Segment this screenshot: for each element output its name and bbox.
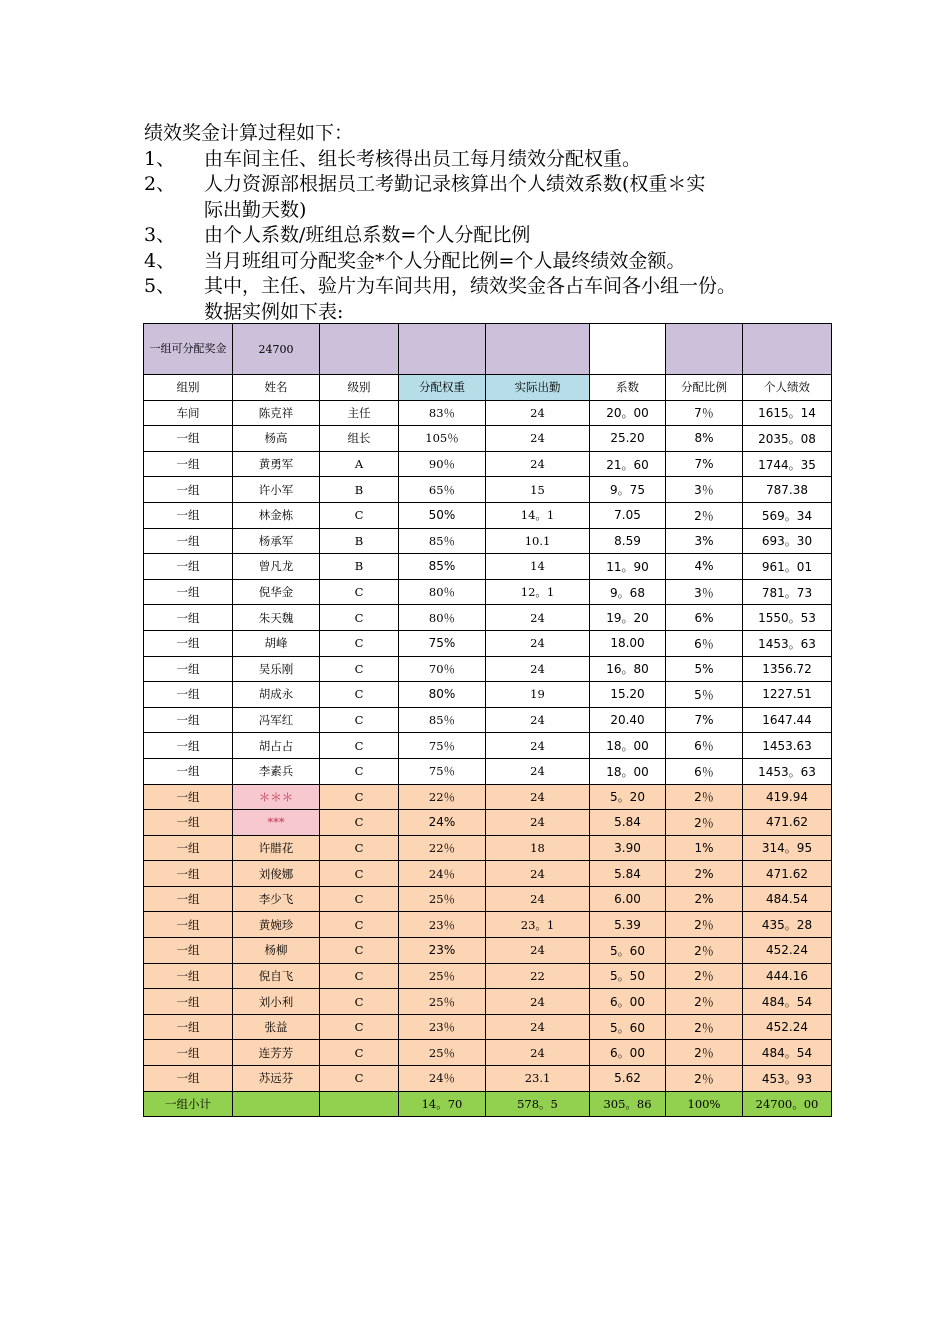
cell-weight: 14。70: [399, 1091, 486, 1117]
cell-group: 一组小计: [144, 1091, 233, 1117]
cell-level: C: [320, 861, 399, 887]
column-header-ratio: 分配比例: [666, 375, 743, 401]
cell-weight: 24％: [399, 1066, 486, 1092]
empty-cell: [743, 324, 832, 375]
table-row: [144, 554, 832, 580]
cell-level: C: [320, 989, 399, 1015]
bonus-table: [143, 323, 832, 1117]
cell-performance: 1356.72: [743, 656, 832, 682]
cell-level: C: [320, 502, 399, 528]
cell-weight: 22％: [399, 835, 486, 861]
cell-group: 一组: [144, 963, 233, 989]
table-row: [144, 579, 832, 605]
cell-name: 杨高: [233, 426, 320, 452]
cell-performance: 484。54: [743, 989, 832, 1015]
cell-coefficient: 18。00: [590, 758, 666, 784]
cell-attendance: 23.1: [486, 1066, 590, 1092]
cell-ratio: 2％: [666, 1014, 743, 1040]
cell-group: 一组: [144, 554, 233, 580]
intro-item-1: [144, 147, 844, 173]
cell-coefficient: 6.00: [590, 886, 666, 912]
cell-performance: 419.94: [743, 784, 832, 810]
cell-performance: 24700。00: [743, 1091, 832, 1117]
cell-ratio: 2%: [666, 886, 743, 912]
cell-level: C: [320, 682, 399, 708]
table-row: [144, 886, 832, 912]
intro-item-3: [144, 223, 844, 249]
intro-title: 绩效奖金计算过程如下：: [144, 122, 354, 144]
cell-coefficient: 305。86: [590, 1091, 666, 1117]
table-row: [144, 426, 832, 452]
table-row: [144, 630, 832, 656]
cell-attendance: 24: [486, 989, 590, 1015]
cell-ratio: 7％: [666, 400, 743, 426]
cell-coefficient: 7.05: [590, 502, 666, 528]
cell-attendance: 10.1: [486, 528, 590, 554]
cell-group: 一组: [144, 528, 233, 554]
cell-coefficient: 8.59: [590, 528, 666, 554]
cell-weight: 83％: [399, 400, 486, 426]
cell-group: 一组: [144, 707, 233, 733]
cell-coefficient: 20.40: [590, 707, 666, 733]
cell-attendance: 24: [486, 886, 590, 912]
table-row: [144, 733, 832, 759]
cell-weight: 80％: [399, 579, 486, 605]
cell-group: 一组: [144, 451, 233, 477]
cell-performance: 1227.51: [743, 682, 832, 708]
cell-coefficient: 9。75: [590, 477, 666, 503]
cell-name: 李少飞: [233, 886, 320, 912]
cell-performance: 1550。53: [743, 605, 832, 631]
cell-name: 许腊花: [233, 835, 320, 861]
cell-group: 一组: [144, 784, 233, 810]
cell-level: C: [320, 1040, 399, 1066]
cell-performance: 2035。08: [743, 426, 832, 452]
cell-coefficient: 5。60: [590, 938, 666, 964]
cell-ratio: 6％: [666, 758, 743, 784]
cell-performance: 1744。35: [743, 451, 832, 477]
cell-group: 一组: [144, 886, 233, 912]
table-row: [144, 605, 832, 631]
total-row: [144, 1091, 832, 1117]
cell-ratio: 6%: [666, 605, 743, 631]
bonus-pool-value: 24700: [233, 324, 320, 375]
item-text: 其中，主任、验片为车间共用，绩效奖金各占车间各小组一份。: [204, 275, 737, 297]
cell-weight: 105％: [399, 426, 486, 452]
table-row: [144, 784, 832, 810]
cell-coefficient: 6。00: [590, 1040, 666, 1066]
cell-coefficient: 5。20: [590, 784, 666, 810]
column-header-group: 组别: [144, 375, 233, 401]
cell-coefficient: 25.20: [590, 426, 666, 452]
table-row: [144, 477, 832, 503]
intro-item-4: [144, 249, 844, 275]
cell-ratio: 2％: [666, 963, 743, 989]
item-number: 4、: [144, 249, 176, 272]
cell-weight: 25％: [399, 886, 486, 912]
cell-ratio: 5%: [666, 656, 743, 682]
cell-group: 一组: [144, 682, 233, 708]
cell-level: A: [320, 451, 399, 477]
cell-performance: 314。95: [743, 835, 832, 861]
cell-name: 黄勇军: [233, 451, 320, 477]
cell-group: 一组: [144, 1014, 233, 1040]
intro-item-5: [144, 274, 844, 300]
cell-ratio: 2％: [666, 1066, 743, 1092]
cell-performance: 1647.44: [743, 707, 832, 733]
table-row: [144, 810, 832, 836]
cell-attendance: 24: [486, 605, 590, 631]
cell-level: B: [320, 477, 399, 503]
table-row: [144, 1014, 832, 1040]
cell-level: C: [320, 938, 399, 964]
cell-group: 一组: [144, 733, 233, 759]
table-row: [144, 758, 832, 784]
cell-attendance: 14。1: [486, 502, 590, 528]
cell-ratio: 2％: [666, 810, 743, 836]
cell-weight: 80％: [399, 605, 486, 631]
cell-level: C: [320, 605, 399, 631]
cell-name: [233, 1091, 320, 1117]
cell-weight: 90％: [399, 451, 486, 477]
cell-ratio: 2％: [666, 502, 743, 528]
table-row: [144, 400, 832, 426]
cell-group: 一组: [144, 912, 233, 938]
cell-weight: 75％: [399, 758, 486, 784]
cell-attendance: 24: [486, 656, 590, 682]
cell-attendance: 24: [486, 400, 590, 426]
table-top-row: [144, 324, 832, 375]
table-row: [144, 502, 832, 528]
cell-performance: 452.24: [743, 938, 832, 964]
header-row: [144, 375, 832, 401]
column-header-level: 级别: [320, 375, 399, 401]
cell-group: 一组: [144, 938, 233, 964]
cell-attendance: 24: [486, 1014, 590, 1040]
intro-item-2: [144, 172, 844, 198]
cell-performance: 693。30: [743, 528, 832, 554]
cell-coefficient: 5.84: [590, 861, 666, 887]
cell-attendance: 24: [486, 784, 590, 810]
cell-group: 一组: [144, 810, 233, 836]
cell-group: 一组: [144, 861, 233, 887]
cell-performance: 484.54: [743, 886, 832, 912]
cell-weight: 25％: [399, 1040, 486, 1066]
cell-attendance: 24: [486, 758, 590, 784]
cell-performance: 1453.63: [743, 733, 832, 759]
cell-performance: 435。28: [743, 912, 832, 938]
cell-ratio: 3％: [666, 579, 743, 605]
cell-attendance: 24: [486, 938, 590, 964]
cell-level: B: [320, 554, 399, 580]
cell-weight: 23%: [399, 938, 486, 964]
cell-group: 一组: [144, 989, 233, 1015]
cell-performance: 787.38: [743, 477, 832, 503]
cell-name: 张益: [233, 1014, 320, 1040]
cell-group: 一组: [144, 1040, 233, 1066]
cell-weight: 75%: [399, 630, 486, 656]
cell-coefficient: 6。00: [590, 989, 666, 1015]
cell-performance: 1453。63: [743, 758, 832, 784]
cell-ratio: 2％: [666, 938, 743, 964]
cell-performance: 569。34: [743, 502, 832, 528]
cell-weight: 23％: [399, 912, 486, 938]
cell-name: 胡峰: [233, 630, 320, 656]
table-row: [144, 835, 832, 861]
cell-name: ***: [233, 810, 320, 836]
table-row: [144, 1040, 832, 1066]
cell-name: 李素兵: [233, 758, 320, 784]
cell-level: C: [320, 758, 399, 784]
cell-coefficient: 3.90: [590, 835, 666, 861]
cell-attendance: 24: [486, 707, 590, 733]
column-header-performance: 个人绩效: [743, 375, 832, 401]
cell-weight: 25％: [399, 963, 486, 989]
cell-weight: 23％: [399, 1014, 486, 1040]
cell-name: 刘俊娜: [233, 861, 320, 887]
cell-weight: 80%: [399, 682, 486, 708]
cell-attendance: 24: [486, 630, 590, 656]
item-text: 由车间主任、组长考核得出员工每月绩效分配权重。: [204, 147, 642, 170]
cell-ratio: 6％: [666, 630, 743, 656]
table-row: [144, 912, 832, 938]
cell-ratio: 2%: [666, 861, 743, 887]
cell-group: 一组: [144, 502, 233, 528]
cell-name: 杨承军: [233, 528, 320, 554]
cell-ratio: 7%: [666, 451, 743, 477]
cell-level: C: [320, 1066, 399, 1092]
empty-cell: [590, 324, 666, 375]
cell-performance: 444.16: [743, 963, 832, 989]
cell-group: 一组: [144, 605, 233, 631]
cell-ratio: 8%: [666, 426, 743, 452]
cell-name: 黄婉珍: [233, 912, 320, 938]
table-row: [144, 656, 832, 682]
cell-level: C: [320, 810, 399, 836]
cell-weight: 70％: [399, 656, 486, 682]
cell-name: 苏远芬: [233, 1066, 320, 1092]
cell-level: C: [320, 835, 399, 861]
cell-weight: 24%: [399, 810, 486, 836]
cell-weight: 85%: [399, 554, 486, 580]
cell-attendance: 578。5: [486, 1091, 590, 1117]
cell-level: C: [320, 707, 399, 733]
table-row: [144, 938, 832, 964]
cell-performance: 471.62: [743, 810, 832, 836]
cell-attendance: 23。1: [486, 912, 590, 938]
column-header-name: 姓名: [233, 375, 320, 401]
cell-weight: 85％: [399, 707, 486, 733]
cell-name: 朱天魏: [233, 605, 320, 631]
cell-name: ＊＊＊: [233, 784, 320, 810]
cell-level: C: [320, 784, 399, 810]
cell-coefficient: 5。60: [590, 1014, 666, 1040]
cell-name: 吴乐刚: [233, 656, 320, 682]
bonus-pool-label: 一组可分配奖金: [144, 324, 233, 375]
cell-weight: 22％: [399, 784, 486, 810]
cell-attendance: 22: [486, 963, 590, 989]
cell-coefficient: 16。80: [590, 656, 666, 682]
cell-ratio: 4%: [666, 554, 743, 580]
cell-name: 林金栋: [233, 502, 320, 528]
cell-coefficient: 5.39: [590, 912, 666, 938]
item-number: 3、: [144, 224, 176, 246]
cell-attendance: 15: [486, 477, 590, 503]
item-number: 5、: [144, 275, 176, 297]
cell-coefficient: 18.00: [590, 630, 666, 656]
cell-attendance: 24: [486, 451, 590, 477]
cell-coefficient: 21。60: [590, 451, 666, 477]
table-row: [144, 707, 832, 733]
cell-coefficient: 5.84: [590, 810, 666, 836]
item-text: 由个人系数/班组总系数=个人分配比例: [204, 224, 531, 246]
table-row: [144, 861, 832, 887]
item-text-continued: 数据实例如下表:: [204, 300, 344, 323]
cell-ratio: 2％: [666, 989, 743, 1015]
cell-ratio: 3％: [666, 477, 743, 503]
empty-cell: [320, 324, 399, 375]
cell-performance: 471.62: [743, 861, 832, 887]
cell-coefficient: 5。50: [590, 963, 666, 989]
cell-level: [320, 1091, 399, 1117]
cell-ratio: 2％: [666, 912, 743, 938]
item-number: 2、: [144, 173, 176, 195]
cell-performance: 961。01: [743, 554, 832, 580]
cell-coefficient: 15.20: [590, 682, 666, 708]
cell-coefficient: 5.62: [590, 1066, 666, 1092]
cell-level: C: [320, 886, 399, 912]
cell-performance: 453。93: [743, 1066, 832, 1092]
cell-name: 陈克祥: [233, 400, 320, 426]
column-header-attendance: 实际出勤: [486, 375, 590, 401]
cell-performance: 484。54: [743, 1040, 832, 1066]
cell-weight: 25％: [399, 989, 486, 1015]
cell-ratio: 6％: [666, 733, 743, 759]
cell-attendance: 24: [486, 810, 590, 836]
cell-group: 一组: [144, 477, 233, 503]
cell-ratio: 100%: [666, 1091, 743, 1117]
table-row: [144, 963, 832, 989]
table-row: [144, 682, 832, 708]
cell-attendance: 12。1: [486, 579, 590, 605]
table-row: [144, 1066, 832, 1092]
cell-coefficient: 11。90: [590, 554, 666, 580]
intro-text: [144, 121, 844, 325]
cell-level: C: [320, 656, 399, 682]
empty-cell: [666, 324, 743, 375]
cell-level: C: [320, 1014, 399, 1040]
column-header-coefficient: 系数: [590, 375, 666, 401]
cell-ratio: 5％: [666, 682, 743, 708]
cell-level: C: [320, 733, 399, 759]
cell-level: C: [320, 963, 399, 989]
empty-cell: [399, 324, 486, 375]
cell-level: C: [320, 630, 399, 656]
cell-name: 倪华金: [233, 579, 320, 605]
table-row: [144, 989, 832, 1015]
item-text: 人力资源部根据员工考勤记录核算出个人绩效系数(权重＊实: [204, 173, 706, 195]
cell-weight: 85％: [399, 528, 486, 554]
cell-attendance: 18: [486, 835, 590, 861]
cell-name: 冯军红: [233, 707, 320, 733]
cell-weight: 50%: [399, 502, 486, 528]
cell-name: 杨柳: [233, 938, 320, 964]
cell-attendance: 24: [486, 861, 590, 887]
cell-name: 刘小利: [233, 989, 320, 1015]
cell-performance: 1615。14: [743, 400, 832, 426]
cell-weight: 75％: [399, 733, 486, 759]
cell-level: B: [320, 528, 399, 554]
cell-group: 一组: [144, 758, 233, 784]
cell-ratio: 7%: [666, 707, 743, 733]
cell-group: 车间: [144, 400, 233, 426]
cell-name: 胡占占: [233, 733, 320, 759]
cell-coefficient: 19。20: [590, 605, 666, 631]
cell-group: 一组: [144, 630, 233, 656]
cell-level: C: [320, 912, 399, 938]
cell-performance: 781。73: [743, 579, 832, 605]
cell-group: 一组: [144, 1066, 233, 1092]
table-row: [144, 528, 832, 554]
cell-group: 一组: [144, 579, 233, 605]
cell-name: 胡成永: [233, 682, 320, 708]
cell-coefficient: 20。00: [590, 400, 666, 426]
cell-attendance: 19: [486, 682, 590, 708]
cell-name: 连芳芳: [233, 1040, 320, 1066]
cell-ratio: 2％: [666, 1040, 743, 1066]
cell-name: 许小军: [233, 477, 320, 503]
cell-name: 曾凡龙: [233, 554, 320, 580]
cell-performance: 452.24: [743, 1014, 832, 1040]
item-number: 1、: [144, 147, 176, 170]
cell-name: 倪自飞: [233, 963, 320, 989]
cell-attendance: 24: [486, 426, 590, 452]
table-row: [144, 451, 832, 477]
item-text-continued: 际出勤天数): [204, 198, 307, 221]
cell-level: 主任: [320, 400, 399, 426]
cell-level: 组长: [320, 426, 399, 452]
cell-ratio: 1%: [666, 835, 743, 861]
cell-weight: 24％: [399, 861, 486, 887]
column-header-weight: 分配权重: [399, 375, 486, 401]
cell-weight: 65％: [399, 477, 486, 503]
cell-coefficient: 9。68: [590, 579, 666, 605]
cell-attendance: 14: [486, 554, 590, 580]
cell-attendance: 24: [486, 1040, 590, 1066]
item-text: 当月班组可分配奖金*个人分配比例=个人最终绩效金额。: [204, 249, 686, 272]
empty-cell: [486, 324, 590, 375]
cell-coefficient: 18。00: [590, 733, 666, 759]
cell-group: 一组: [144, 426, 233, 452]
cell-group: 一组: [144, 656, 233, 682]
cell-attendance: 24: [486, 733, 590, 759]
cell-ratio: 3%: [666, 528, 743, 554]
cell-level: C: [320, 579, 399, 605]
cell-group: 一组: [144, 835, 233, 861]
cell-ratio: 2％: [666, 784, 743, 810]
cell-performance: 1453。63: [743, 630, 832, 656]
